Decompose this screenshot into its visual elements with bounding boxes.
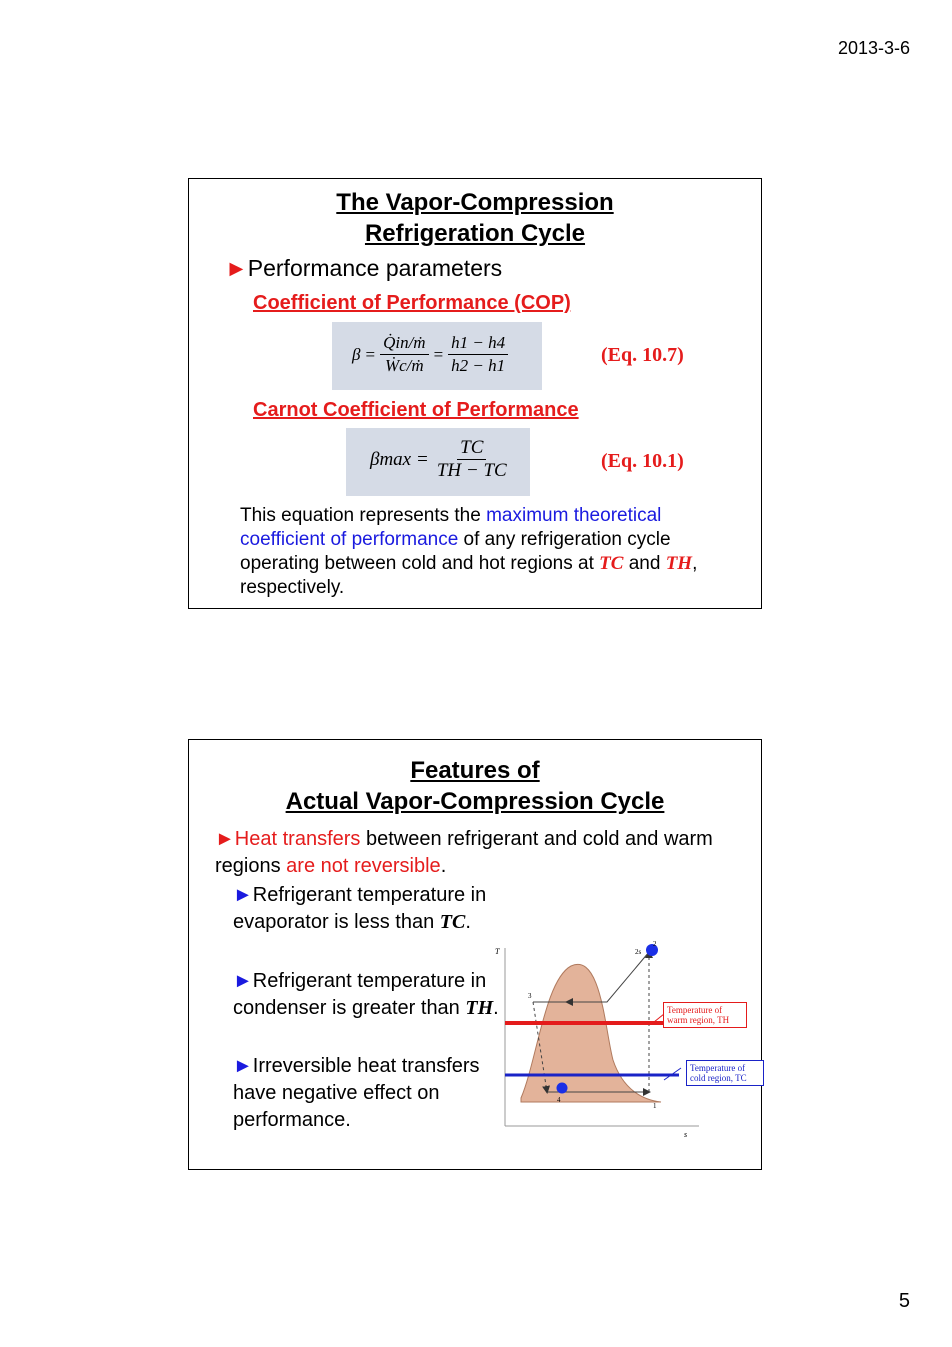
slide-vapor-compression-cycle — [188, 178, 762, 609]
sub-bullet-3-text: Irreversible heat transfers have negative effect on performance. — [233, 1055, 480, 1131]
carnot-heading: Carnot Coefficient of Performance — [253, 399, 579, 421]
sub-bullet-1 — [233, 882, 505, 936]
point-label-4: 4 — [557, 1096, 561, 1104]
triangle-bullet-icon: ► — [215, 828, 235, 850]
main-bullet — [215, 826, 735, 880]
equation-carnot: βmax = $\frac{TC}{TH - TC}$ — [346, 428, 530, 496]
eq-ref-10-1: (Eq. 10.1) — [601, 450, 684, 472]
para-text-3: , respectively. — [240, 553, 698, 598]
slide2-title-line2: Actual Vapor-Compression Cycle — [285, 788, 665, 815]
sub-bullet-2 — [233, 968, 505, 1022]
bullet-text: Performance parameters — [247, 255, 503, 281]
point-label-3: 3 — [528, 992, 532, 1000]
para-text-2: of any refrigeration cycle operating between cold and hot regions at — [240, 529, 671, 574]
main-bullet-red2: are not reversible — [286, 855, 441, 877]
page-date: 2013-3-6 — [837, 38, 910, 58]
sub-bullet-1-end: . — [465, 911, 471, 933]
eq-carnot-lhs: βmax — [370, 448, 412, 470]
slide2-title-line1: Features of — [410, 757, 540, 784]
symbol-th: TH — [665, 553, 693, 574]
para-highlight: maximum theoretical coefficient of performance — [240, 505, 662, 550]
slide-title-line1: The Vapor-Compression — [336, 189, 614, 216]
sub-bullet-1-text: Refrigerant temperature in evaporator is less than — [233, 884, 487, 933]
main-bullet-text1: between refrigerant and cold and warm regions — [215, 828, 713, 877]
eq-cop-den2: h2 − h1 — [451, 356, 506, 375]
axis-label-s: s — [684, 1130, 688, 1139]
triangle-bullet-icon: ► — [233, 1055, 253, 1077]
main-bullet-text2: . — [440, 855, 447, 877]
symbol-tc: TC — [599, 553, 624, 574]
para-text-1: This equation represents the — [240, 505, 487, 526]
page-number: 5 — [898, 1290, 910, 1312]
eq-cop-den1: Ẇc/ṁ — [384, 356, 424, 375]
triangle-bullet-icon: ► — [225, 255, 248, 281]
warm-region-label: Temperature of warm region, TH — [663, 1002, 747, 1028]
ts-diagram — [489, 940, 761, 1140]
para-and: and — [623, 553, 666, 574]
sub-bullet-2-end: . — [493, 997, 499, 1019]
slide-actual-cycle-features — [188, 739, 762, 1170]
cold-region-label: Temperature of cold region, TC — [686, 1060, 764, 1086]
point-label-1: 1 — [653, 1102, 657, 1110]
equation-cop: β = $\frac{\text{Q̇in/ṁ}}{\text{Ẇc/ṁ}}$ = $\frac{h1 - h4}{h2 - h1}$ — [332, 322, 542, 390]
point-label-2: 2 — [653, 940, 657, 948]
sub-bullet-3 — [233, 1053, 483, 1134]
triangle-bullet-icon: ► — [233, 884, 253, 906]
saturation-dome — [521, 964, 661, 1102]
state-point-4 — [557, 1083, 568, 1094]
axis-label-t: T — [495, 947, 500, 956]
symbol-th: TH — [465, 997, 494, 1019]
cop-heading: Coefficient of Performance (COP) — [253, 292, 571, 314]
sub-bullet-2-text: Refrigerant temperature in condenser is greater than — [233, 970, 487, 1019]
symbol-tc: TC — [439, 911, 466, 933]
eq-cop-lhs: β — [352, 344, 361, 364]
slide-title-line2: Refrigeration Cycle — [364, 220, 586, 247]
eq-cop-num2: h1 − h4 — [448, 332, 508, 355]
point-label-2s: 2s — [635, 948, 642, 956]
triangle-bullet-icon: ► — [233, 970, 253, 992]
eq-cop-num1: Q̇in/ṁ — [380, 332, 429, 355]
carnot-explanation — [240, 504, 740, 600]
eq-carnot-den: TH − TC — [436, 460, 507, 481]
eq-carnot-num: TC — [457, 437, 486, 460]
main-bullet-red1: Heat transfers — [234, 828, 361, 850]
eq-ref-10-7: (Eq. 10.7) — [601, 344, 684, 366]
bullet-performance — [225, 255, 502, 282]
